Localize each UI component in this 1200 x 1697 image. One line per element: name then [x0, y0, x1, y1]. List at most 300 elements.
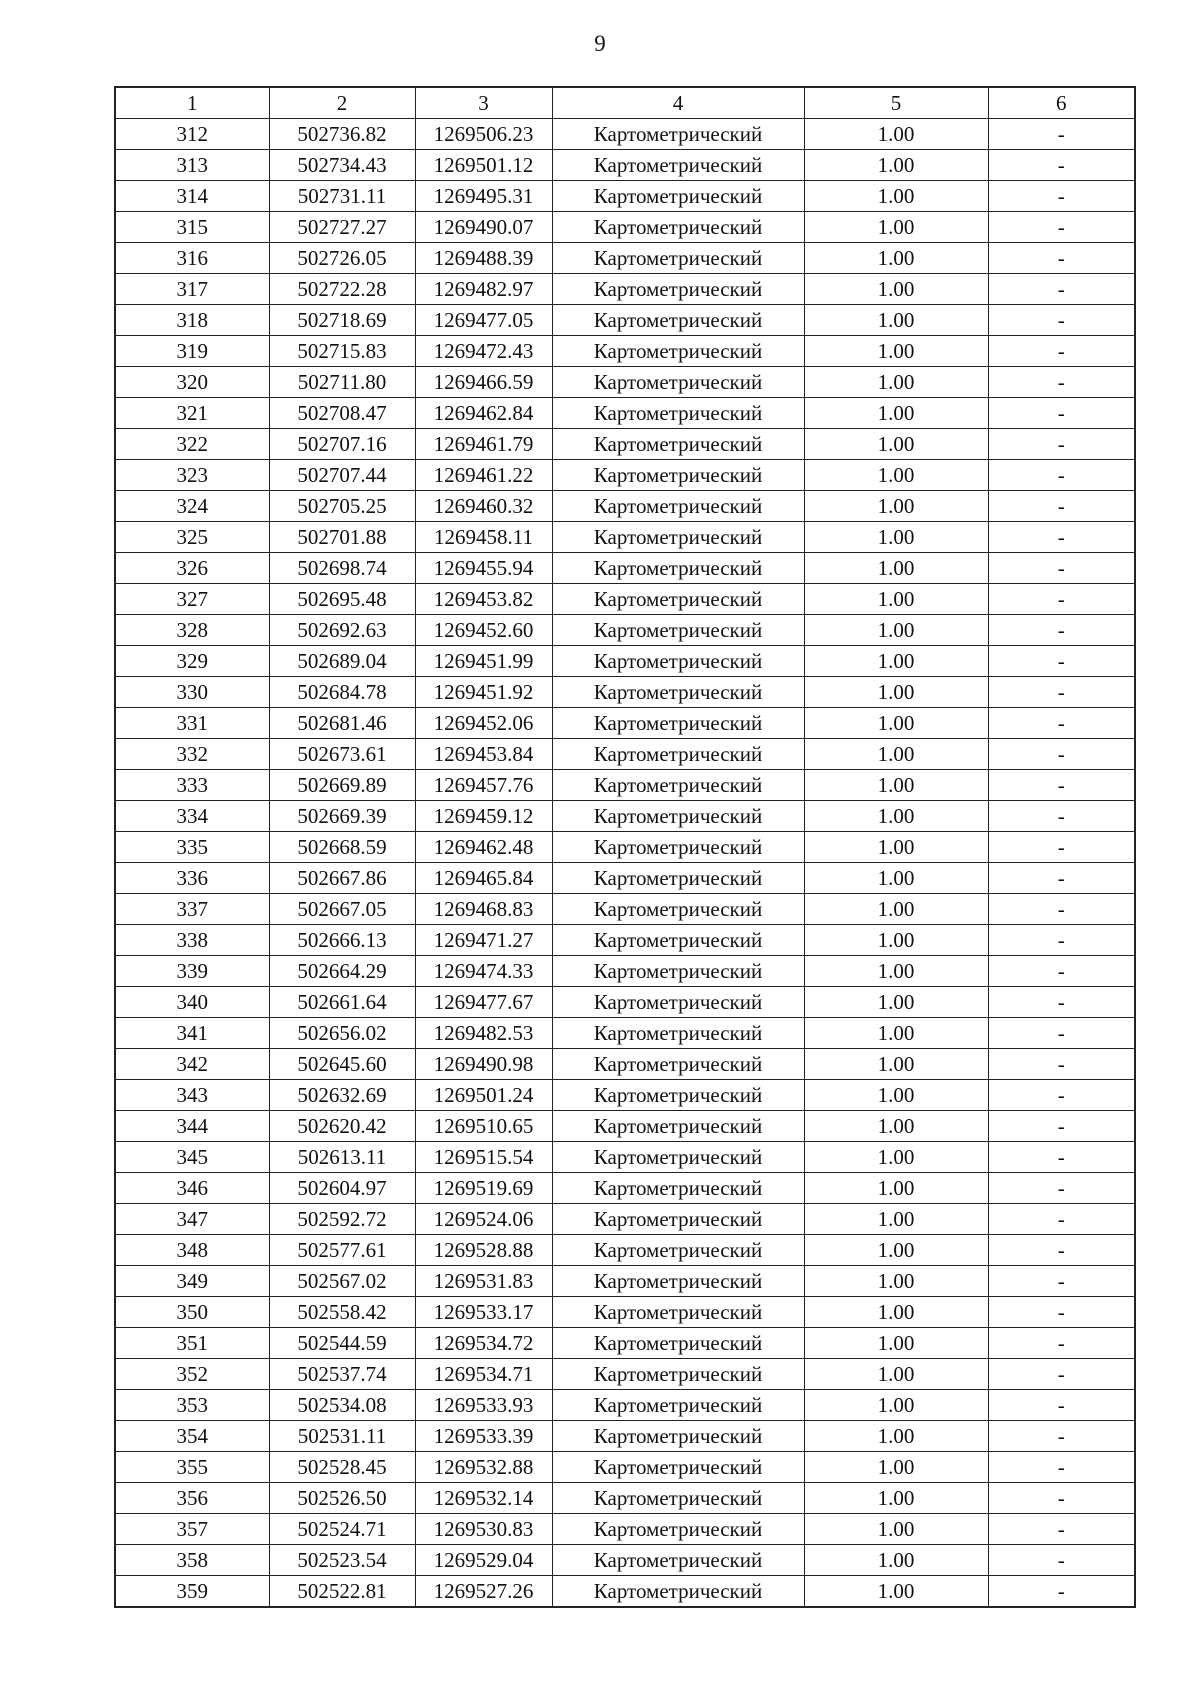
- accuracy-cell: 1.00: [804, 832, 988, 863]
- accuracy-cell: 1.00: [804, 212, 988, 243]
- y-coordinate-cell: 1269466.59: [415, 367, 552, 398]
- x-coordinate-cell: 502727.27: [269, 212, 415, 243]
- description-cell: -: [988, 460, 1135, 491]
- description-cell: -: [988, 832, 1135, 863]
- point-number-cell: 338: [115, 925, 269, 956]
- table-row: [115, 150, 1135, 181]
- method-cell: Картометрический: [552, 1111, 804, 1142]
- description-cell: -: [988, 274, 1135, 305]
- x-coordinate-cell: 502722.28: [269, 274, 415, 305]
- x-coordinate-cell: 502681.46: [269, 708, 415, 739]
- description-cell: -: [988, 739, 1135, 770]
- y-coordinate-cell: 1269458.11: [415, 522, 552, 553]
- method-cell: Картометрический: [552, 460, 804, 491]
- y-coordinate-cell: 1269453.84: [415, 739, 552, 770]
- point-number-cell: 355: [115, 1452, 269, 1483]
- y-coordinate-cell: 1269495.31: [415, 181, 552, 212]
- point-number-cell: 328: [115, 615, 269, 646]
- table-row: [115, 1049, 1135, 1080]
- method-cell: Картометрический: [552, 1297, 804, 1328]
- point-number-cell: 316: [115, 243, 269, 274]
- x-coordinate-cell: 502707.44: [269, 460, 415, 491]
- description-cell: -: [988, 119, 1135, 150]
- method-cell: Картометрический: [552, 1235, 804, 1266]
- y-coordinate-cell: 1269451.92: [415, 677, 552, 708]
- page-number: 9: [594, 31, 606, 56]
- y-coordinate-cell: 1269533.39: [415, 1421, 552, 1452]
- x-coordinate-cell: 502695.48: [269, 584, 415, 615]
- coordinates-table: [114, 86, 1136, 1608]
- column-header: 6: [988, 87, 1135, 119]
- y-coordinate-cell: 1269451.99: [415, 646, 552, 677]
- description-cell: -: [988, 1514, 1135, 1545]
- column-header: 3: [415, 87, 552, 119]
- table-row: [115, 274, 1135, 305]
- x-coordinate-cell: 502698.74: [269, 553, 415, 584]
- x-coordinate-cell: 502734.43: [269, 150, 415, 181]
- point-number-cell: 324: [115, 491, 269, 522]
- point-number-cell: 322: [115, 429, 269, 460]
- point-number-cell: 348: [115, 1235, 269, 1266]
- point-number-cell: 351: [115, 1328, 269, 1359]
- accuracy-cell: 1.00: [804, 584, 988, 615]
- point-number-cell: 317: [115, 274, 269, 305]
- x-coordinate-cell: 502669.39: [269, 801, 415, 832]
- description-cell: -: [988, 1266, 1135, 1297]
- table-row: [115, 1576, 1135, 1608]
- accuracy-cell: 1.00: [804, 1204, 988, 1235]
- y-coordinate-cell: 1269461.79: [415, 429, 552, 460]
- description-cell: -: [988, 894, 1135, 925]
- description-cell: -: [988, 677, 1135, 708]
- table-row: [115, 1545, 1135, 1576]
- y-coordinate-cell: 1269460.32: [415, 491, 552, 522]
- table-row: [115, 212, 1135, 243]
- method-cell: Картометрический: [552, 1142, 804, 1173]
- accuracy-cell: 1.00: [804, 770, 988, 801]
- y-coordinate-cell: 1269477.67: [415, 987, 552, 1018]
- table-row: [115, 863, 1135, 894]
- y-coordinate-cell: 1269510.65: [415, 1111, 552, 1142]
- accuracy-cell: 1.00: [804, 460, 988, 491]
- accuracy-cell: 1.00: [804, 987, 988, 1018]
- y-coordinate-cell: 1269534.72: [415, 1328, 552, 1359]
- accuracy-cell: 1.00: [804, 305, 988, 336]
- method-cell: Картометрический: [552, 1545, 804, 1576]
- accuracy-cell: 1.00: [804, 398, 988, 429]
- accuracy-cell: 1.00: [804, 1235, 988, 1266]
- y-coordinate-cell: 1269506.23: [415, 119, 552, 150]
- accuracy-cell: 1.00: [804, 1111, 988, 1142]
- description-cell: -: [988, 770, 1135, 801]
- accuracy-cell: 1.00: [804, 1328, 988, 1359]
- y-coordinate-cell: 1269533.17: [415, 1297, 552, 1328]
- point-number-cell: 357: [115, 1514, 269, 1545]
- point-number-cell: 340: [115, 987, 269, 1018]
- point-number-cell: 347: [115, 1204, 269, 1235]
- x-coordinate-cell: 502592.72: [269, 1204, 415, 1235]
- table-row: [115, 677, 1135, 708]
- y-coordinate-cell: 1269482.97: [415, 274, 552, 305]
- point-number-cell: 313: [115, 150, 269, 181]
- table-row: [115, 243, 1135, 274]
- column-header: 5: [804, 87, 988, 119]
- y-coordinate-cell: 1269527.26: [415, 1576, 552, 1608]
- x-coordinate-cell: 502534.08: [269, 1390, 415, 1421]
- table-row: [115, 987, 1135, 1018]
- x-coordinate-cell: 502544.59: [269, 1328, 415, 1359]
- y-coordinate-cell: 1269530.83: [415, 1514, 552, 1545]
- description-cell: -: [988, 615, 1135, 646]
- x-coordinate-cell: 502673.61: [269, 739, 415, 770]
- y-coordinate-cell: 1269465.84: [415, 863, 552, 894]
- table-row: [115, 925, 1135, 956]
- description-cell: -: [988, 491, 1135, 522]
- method-cell: Картометрический: [552, 615, 804, 646]
- description-cell: -: [988, 646, 1135, 677]
- method-cell: Картометрический: [552, 801, 804, 832]
- method-cell: Картометрический: [552, 1049, 804, 1080]
- point-number-cell: 326: [115, 553, 269, 584]
- description-cell: -: [988, 1111, 1135, 1142]
- method-cell: Картометрический: [552, 1359, 804, 1390]
- point-number-cell: 331: [115, 708, 269, 739]
- accuracy-cell: 1.00: [804, 1359, 988, 1390]
- accuracy-cell: 1.00: [804, 1483, 988, 1514]
- description-cell: -: [988, 1483, 1135, 1514]
- accuracy-cell: 1.00: [804, 1390, 988, 1421]
- accuracy-cell: 1.00: [804, 1173, 988, 1204]
- accuracy-cell: 1.00: [804, 491, 988, 522]
- point-number-cell: 315: [115, 212, 269, 243]
- method-cell: Картометрический: [552, 1080, 804, 1111]
- y-coordinate-cell: 1269461.22: [415, 460, 552, 491]
- accuracy-cell: 1.00: [804, 1266, 988, 1297]
- method-cell: Картометрический: [552, 894, 804, 925]
- accuracy-cell: 1.00: [804, 1576, 988, 1608]
- method-cell: Картометрический: [552, 1514, 804, 1545]
- y-coordinate-cell: 1269468.83: [415, 894, 552, 925]
- description-cell: -: [988, 1049, 1135, 1080]
- x-coordinate-cell: 502669.89: [269, 770, 415, 801]
- method-cell: Картометрический: [552, 987, 804, 1018]
- x-coordinate-cell: 502711.80: [269, 367, 415, 398]
- table-row: [115, 1452, 1135, 1483]
- point-number-cell: 334: [115, 801, 269, 832]
- description-cell: -: [988, 243, 1135, 274]
- x-coordinate-cell: 502537.74: [269, 1359, 415, 1390]
- y-coordinate-cell: 1269462.48: [415, 832, 552, 863]
- table-row: [115, 1421, 1135, 1452]
- accuracy-cell: 1.00: [804, 739, 988, 770]
- accuracy-cell: 1.00: [804, 1545, 988, 1576]
- method-cell: Картометрический: [552, 739, 804, 770]
- x-coordinate-cell: 502664.29: [269, 956, 415, 987]
- table-row: [115, 1235, 1135, 1266]
- table-row: [115, 553, 1135, 584]
- description-cell: -: [988, 1297, 1135, 1328]
- accuracy-cell: 1.00: [804, 119, 988, 150]
- table-row: [115, 615, 1135, 646]
- point-number-cell: 325: [115, 522, 269, 553]
- description-cell: -: [988, 522, 1135, 553]
- x-coordinate-cell: 502701.88: [269, 522, 415, 553]
- method-cell: Картометрический: [552, 863, 804, 894]
- table-row: [115, 336, 1135, 367]
- table-row: [115, 1390, 1135, 1421]
- point-number-cell: 356: [115, 1483, 269, 1514]
- x-coordinate-cell: 502708.47: [269, 398, 415, 429]
- column-header: 2: [269, 87, 415, 119]
- description-cell: -: [988, 1204, 1135, 1235]
- y-coordinate-cell: 1269477.05: [415, 305, 552, 336]
- description-cell: -: [988, 1390, 1135, 1421]
- description-cell: -: [988, 429, 1135, 460]
- point-number-cell: 314: [115, 181, 269, 212]
- point-number-cell: 336: [115, 863, 269, 894]
- y-coordinate-cell: 1269472.43: [415, 336, 552, 367]
- description-cell: -: [988, 305, 1135, 336]
- table-row: [115, 429, 1135, 460]
- y-coordinate-cell: 1269519.69: [415, 1173, 552, 1204]
- method-cell: Картометрический: [552, 1390, 804, 1421]
- accuracy-cell: 1.00: [804, 1297, 988, 1328]
- method-cell: Картометрический: [552, 119, 804, 150]
- accuracy-cell: 1.00: [804, 708, 988, 739]
- y-coordinate-cell: 1269462.84: [415, 398, 552, 429]
- accuracy-cell: 1.00: [804, 1049, 988, 1080]
- method-cell: Картометрический: [552, 274, 804, 305]
- method-cell: Картометрический: [552, 646, 804, 677]
- accuracy-cell: 1.00: [804, 553, 988, 584]
- description-cell: -: [988, 336, 1135, 367]
- table-row: [115, 708, 1135, 739]
- table-row: [115, 1297, 1135, 1328]
- table-row: [115, 1328, 1135, 1359]
- description-cell: -: [988, 1359, 1135, 1390]
- point-number-cell: 358: [115, 1545, 269, 1576]
- table-row: [115, 1514, 1135, 1545]
- x-coordinate-cell: 502736.82: [269, 119, 415, 150]
- accuracy-cell: 1.00: [804, 956, 988, 987]
- table-row: [115, 1173, 1135, 1204]
- description-cell: -: [988, 584, 1135, 615]
- point-number-cell: 318: [115, 305, 269, 336]
- point-number-cell: 332: [115, 739, 269, 770]
- x-coordinate-cell: 502667.86: [269, 863, 415, 894]
- y-coordinate-cell: 1269534.71: [415, 1359, 552, 1390]
- method-cell: Картометрический: [552, 1452, 804, 1483]
- table-row: [115, 956, 1135, 987]
- accuracy-cell: 1.00: [804, 150, 988, 181]
- method-cell: Картометрический: [552, 150, 804, 181]
- method-cell: Картометрический: [552, 243, 804, 274]
- y-coordinate-cell: 1269531.83: [415, 1266, 552, 1297]
- accuracy-cell: 1.00: [804, 646, 988, 677]
- method-cell: Картометрический: [552, 925, 804, 956]
- method-cell: Картометрический: [552, 336, 804, 367]
- description-cell: -: [988, 1421, 1135, 1452]
- description-cell: -: [988, 1328, 1135, 1359]
- table-row: [115, 1266, 1135, 1297]
- point-number-cell: 323: [115, 460, 269, 491]
- x-coordinate-cell: 502726.05: [269, 243, 415, 274]
- accuracy-cell: 1.00: [804, 367, 988, 398]
- description-cell: -: [988, 1545, 1135, 1576]
- accuracy-cell: 1.00: [804, 615, 988, 646]
- description-cell: -: [988, 1576, 1135, 1608]
- method-cell: Картометрический: [552, 832, 804, 863]
- y-coordinate-cell: 1269532.14: [415, 1483, 552, 1514]
- description-cell: -: [988, 553, 1135, 584]
- method-cell: Картометрический: [552, 677, 804, 708]
- method-cell: Картометрический: [552, 1576, 804, 1608]
- method-cell: Картометрический: [552, 212, 804, 243]
- table-row: [115, 1204, 1135, 1235]
- y-coordinate-cell: 1269453.82: [415, 584, 552, 615]
- point-number-cell: 337: [115, 894, 269, 925]
- description-cell: -: [988, 987, 1135, 1018]
- description-cell: -: [988, 708, 1135, 739]
- y-coordinate-cell: 1269488.39: [415, 243, 552, 274]
- table-row: [115, 305, 1135, 336]
- description-cell: -: [988, 1235, 1135, 1266]
- point-number-cell: 312: [115, 119, 269, 150]
- method-cell: Картометрический: [552, 305, 804, 336]
- x-coordinate-cell: 502523.54: [269, 1545, 415, 1576]
- y-coordinate-cell: 1269532.88: [415, 1452, 552, 1483]
- x-coordinate-cell: 502705.25: [269, 491, 415, 522]
- description-cell: -: [988, 956, 1135, 987]
- accuracy-cell: 1.00: [804, 1142, 988, 1173]
- table-row: [115, 584, 1135, 615]
- description-cell: -: [988, 1142, 1135, 1173]
- accuracy-cell: 1.00: [804, 1018, 988, 1049]
- table-row: [115, 181, 1135, 212]
- point-number-cell: 335: [115, 832, 269, 863]
- y-coordinate-cell: 1269501.24: [415, 1080, 552, 1111]
- accuracy-cell: 1.00: [804, 429, 988, 460]
- description-cell: -: [988, 1018, 1135, 1049]
- method-cell: Картометрический: [552, 429, 804, 460]
- table-row: [115, 522, 1135, 553]
- table-row: [115, 739, 1135, 770]
- table-row: [115, 367, 1135, 398]
- point-number-cell: 345: [115, 1142, 269, 1173]
- description-cell: -: [988, 1173, 1135, 1204]
- y-coordinate-cell: 1269501.12: [415, 150, 552, 181]
- point-number-cell: 321: [115, 398, 269, 429]
- y-coordinate-cell: 1269528.88: [415, 1235, 552, 1266]
- method-cell: Картометрический: [552, 584, 804, 615]
- table-row: [115, 1359, 1135, 1390]
- accuracy-cell: 1.00: [804, 894, 988, 925]
- accuracy-cell: 1.00: [804, 336, 988, 367]
- table-body: [115, 119, 1135, 1608]
- method-cell: Картометрический: [552, 708, 804, 739]
- description-cell: -: [988, 367, 1135, 398]
- x-coordinate-cell: 502656.02: [269, 1018, 415, 1049]
- point-number-cell: 343: [115, 1080, 269, 1111]
- x-coordinate-cell: 502577.61: [269, 1235, 415, 1266]
- x-coordinate-cell: 502668.59: [269, 832, 415, 863]
- table-row: [115, 491, 1135, 522]
- accuracy-cell: 1.00: [804, 1452, 988, 1483]
- method-cell: Картометрический: [552, 553, 804, 584]
- y-coordinate-cell: 1269471.27: [415, 925, 552, 956]
- method-cell: Картометрический: [552, 367, 804, 398]
- x-coordinate-cell: 502604.97: [269, 1173, 415, 1204]
- point-number-cell: 344: [115, 1111, 269, 1142]
- accuracy-cell: 1.00: [804, 925, 988, 956]
- method-cell: Картометрический: [552, 770, 804, 801]
- point-number-cell: 352: [115, 1359, 269, 1390]
- method-cell: Картометрический: [552, 1173, 804, 1204]
- point-number-cell: 353: [115, 1390, 269, 1421]
- x-coordinate-cell: 502531.11: [269, 1421, 415, 1452]
- x-coordinate-cell: 502613.11: [269, 1142, 415, 1173]
- point-number-cell: 346: [115, 1173, 269, 1204]
- table-row: [115, 398, 1135, 429]
- y-coordinate-cell: 1269482.53: [415, 1018, 552, 1049]
- table-row: [115, 119, 1135, 150]
- description-cell: -: [988, 925, 1135, 956]
- accuracy-cell: 1.00: [804, 1514, 988, 1545]
- x-coordinate-cell: 502666.13: [269, 925, 415, 956]
- method-cell: Картометрический: [552, 956, 804, 987]
- accuracy-cell: 1.00: [804, 522, 988, 553]
- method-cell: Картометрический: [552, 1328, 804, 1359]
- column-header: 1: [115, 87, 269, 119]
- point-number-cell: 359: [115, 1576, 269, 1608]
- point-number-cell: 319: [115, 336, 269, 367]
- y-coordinate-cell: 1269459.12: [415, 801, 552, 832]
- column-header: 4: [552, 87, 804, 119]
- description-cell: -: [988, 1080, 1135, 1111]
- x-coordinate-cell: 502692.63: [269, 615, 415, 646]
- x-coordinate-cell: 502689.04: [269, 646, 415, 677]
- table-row: [115, 801, 1135, 832]
- y-coordinate-cell: 1269490.07: [415, 212, 552, 243]
- accuracy-cell: 1.00: [804, 677, 988, 708]
- x-coordinate-cell: 502661.64: [269, 987, 415, 1018]
- method-cell: Картометрический: [552, 398, 804, 429]
- x-coordinate-cell: 502632.69: [269, 1080, 415, 1111]
- x-coordinate-cell: 502522.81: [269, 1576, 415, 1608]
- method-cell: Картометрический: [552, 1483, 804, 1514]
- accuracy-cell: 1.00: [804, 801, 988, 832]
- table-row: [115, 1483, 1135, 1514]
- point-number-cell: 339: [115, 956, 269, 987]
- x-coordinate-cell: 502684.78: [269, 677, 415, 708]
- x-coordinate-cell: 502524.71: [269, 1514, 415, 1545]
- y-coordinate-cell: 1269457.76: [415, 770, 552, 801]
- point-number-cell: 320: [115, 367, 269, 398]
- table-header-row: [115, 87, 1135, 119]
- table-row: [115, 1080, 1135, 1111]
- method-cell: Картометрический: [552, 1204, 804, 1235]
- point-number-cell: 342: [115, 1049, 269, 1080]
- y-coordinate-cell: 1269490.98: [415, 1049, 552, 1080]
- description-cell: -: [988, 398, 1135, 429]
- description-cell: -: [988, 212, 1135, 243]
- x-coordinate-cell: 502707.16: [269, 429, 415, 460]
- x-coordinate-cell: 502715.83: [269, 336, 415, 367]
- y-coordinate-cell: 1269452.06: [415, 708, 552, 739]
- x-coordinate-cell: 502645.60: [269, 1049, 415, 1080]
- x-coordinate-cell: 502526.50: [269, 1483, 415, 1514]
- method-cell: Картометрический: [552, 522, 804, 553]
